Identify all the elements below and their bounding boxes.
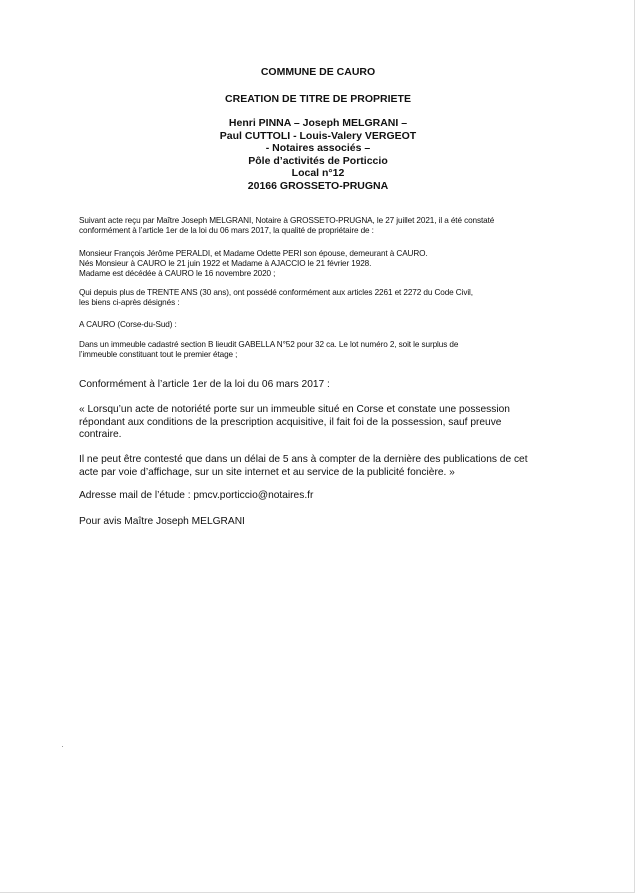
commune-heading: COMMUNE DE CAURO — [260, 66, 376, 78]
paragraph-line: Qui depuis plus de TRENTE ANS (30 ans), ont possédé conformément aux articles 2261 et 2272 du Code Civil, — [79, 288, 473, 297]
paragraph-line: acte par voie d’affichage, sur un site internet et au service de la publicité foncière. » — [79, 466, 455, 478]
paragraph-line: Adresse mail de l’étude : pmcv.porticcio@notaires.fr — [79, 490, 314, 501]
paragraph-property — [79, 340, 549, 360]
paragraph-owners — [79, 249, 549, 280]
paragraph-line: Nés Monsieur à CAURO le 21 juin 1922 et Madame à AJACCIO le 21 février 1928. — [79, 259, 372, 269]
paragraph-line: Madame est décédée à CAURO le 16 novembre 2020 ; — [79, 269, 276, 279]
paragraph-location — [79, 320, 549, 330]
document-title: CREATION DE TITRE DE PROPRIETE — [225, 93, 411, 105]
paragraph-line: répondant aux conditions de la prescription acquisitive, il fait foi de la possession, sauf preuve — [79, 416, 502, 428]
paragraph-signature — [79, 516, 559, 529]
paragraph-line: « Lorsqu’un acte de notoriété porte sur un immeuble situé en Corse et constate une possession — [79, 404, 510, 415]
paragraph-line: Monsieur François Jérôme PERALDI, et Madame Odette PERI son épouse, demeurant à CAURO. — [79, 249, 428, 258]
scan-speck — [62, 746, 63, 747]
paragraph-line: A CAURO (Corse-du-Sud) : — [79, 320, 177, 329]
paragraph-line: contraire. — [79, 429, 122, 441]
notaries-line-6: 20166 GROSSETO-PRUGNA — [247, 179, 389, 192]
notaries-line-4: Pôle d’activités de Porticcio — [248, 154, 388, 167]
notaries-line-1: Henri PINNA – Joseph MELGRANI – — [228, 117, 408, 129]
paragraph-line: Conformément à l’article 1er de la loi du 06 mars 2017 : — [79, 379, 330, 390]
paragraph-line: Pour avis Maître Joseph MELGRANI — [79, 516, 245, 527]
notaries-line-5: Local n°12 — [291, 167, 345, 180]
paragraph-possession — [79, 288, 549, 308]
notaries-line-2: Paul CUTTOLI - Louis-Valery VERGEOT — [219, 129, 417, 142]
paragraph-contest-delay — [79, 454, 559, 479]
paragraph-line: Dans un immeuble cadastré section B lieudit GABELLA N°52 pour 32 ca. Le lot numéro 2, soit le surplus de — [79, 340, 459, 349]
paragraph-law-quote — [79, 404, 559, 442]
notaries-line-3: - Notaires associés – — [265, 142, 371, 155]
paragraph-line: les biens ci-après désignés : — [79, 298, 180, 308]
notaries-block — [0, 117, 636, 193]
paragraph-line: l’immeuble constituant tout le premier étage ; — [79, 350, 238, 360]
paragraph-line: Suivant acte reçu par Maître Joseph MELGRANI, Notaire à GROSSETO-PRUGNA, le 27 juillet 2021, il a été constaté — [79, 216, 495, 225]
paragraph-law-reference — [79, 379, 559, 392]
paragraph-email — [79, 490, 559, 503]
paragraph-line: conformément à l’article 1er de la loi du 06 mars 2017, la qualité de propriétaire de : — [79, 226, 374, 236]
paragraph-line: Il ne peut être contesté que dans un délai de 5 ans à compter de la dernière des publications de cet — [79, 454, 528, 465]
paragraph-deed — [79, 216, 549, 236]
